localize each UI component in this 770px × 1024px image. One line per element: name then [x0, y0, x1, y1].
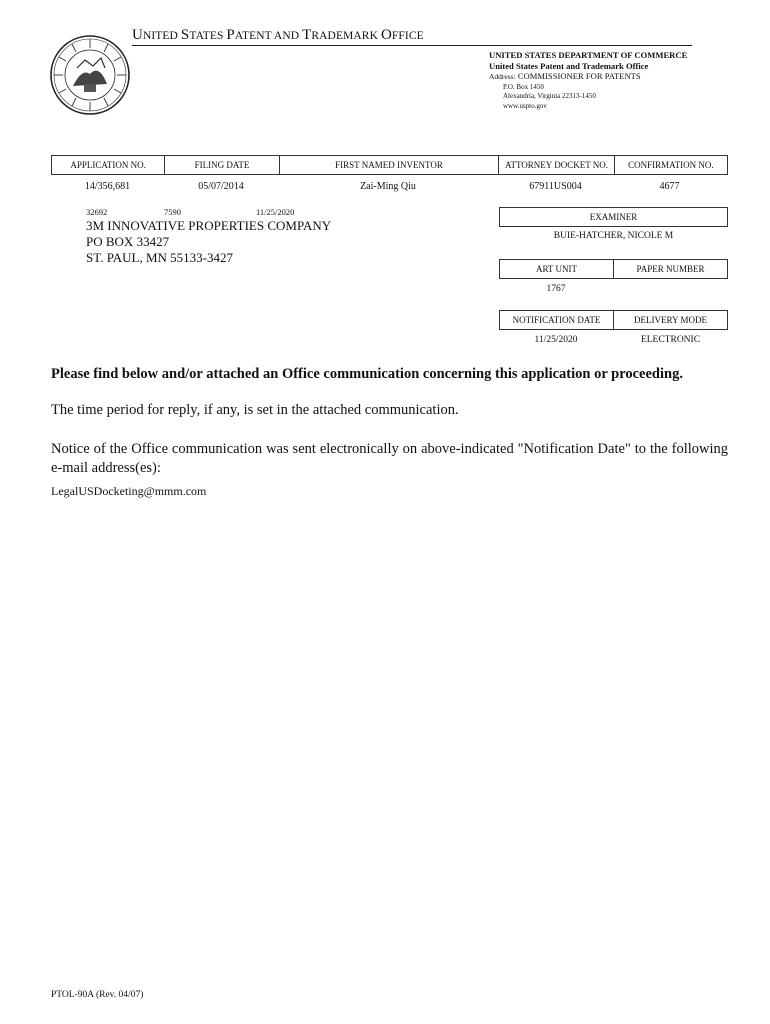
office-title-part: UNITED: [132, 27, 181, 43]
header-confirmation-no: CONFIRMATION NO.: [628, 160, 714, 170]
office-title: [132, 27, 424, 44]
po-box: P.O. Box 1450: [503, 82, 544, 91]
office-title-part: PATENT AND: [226, 27, 303, 43]
art-unit-label: ART UNIT: [535, 264, 578, 274]
confirmation-no: 4677: [659, 181, 680, 192]
correspondence-codes: [86, 207, 294, 217]
header-filing-date: FILING DATE: [165, 156, 279, 174]
department-address-block: [489, 50, 687, 111]
office-name: United States Patent and Trademark Office: [489, 60, 649, 71]
art-unit-value: 1767: [546, 284, 566, 294]
correspondence-date: 11/25/2020: [256, 207, 295, 217]
notification-date: 11/25/2020: [534, 335, 578, 345]
form-number: PTOL-90A (Rev. 04/07): [51, 990, 144, 1000]
address-line: [489, 71, 687, 83]
customer-number: 32692: [86, 207, 108, 217]
addressee-city: ST. PAUL, MN 55133-3427: [86, 250, 233, 265]
title-divider: [132, 45, 692, 46]
attorney-docket-no: 67911US004: [529, 181, 582, 192]
notification-date-label: NOTIFICATION DATE: [512, 315, 601, 325]
correspondence-address: [86, 218, 331, 266]
header-attorney-docket-no: ATTORNEY DOCKET NO.: [499, 156, 614, 174]
application-values-row: [51, 181, 728, 192]
office-title-part: TRADEMARK: [302, 27, 381, 43]
address-label: Address:: [489, 72, 516, 81]
examiner-name: BUIE-HATCHER, NICOLE M: [553, 231, 674, 241]
reply-period-text: The time period for reply, if any, is set in the attached communication.: [51, 402, 459, 418]
office-title-part: OFFICE: [380, 27, 424, 43]
notification-box: [499, 310, 728, 330]
examiner-label: EXAMINER: [589, 212, 638, 222]
correspondence-code: 7590: [164, 207, 181, 217]
header-first-named-inventor: FIRST NAMED INVENTOR: [280, 156, 500, 174]
addressee-po-box: PO BOX 33427: [86, 234, 170, 249]
communication-heading: Please find below and/or attached an Office communication concerning this application or proceeding.: [51, 366, 683, 382]
application-no: 14/356,681: [84, 181, 131, 192]
filing-date: 05/07/2014: [198, 181, 244, 192]
email-address: LegalUSDocketing@mmm.com: [51, 484, 207, 498]
header-application-no: APPLICATION NO.: [52, 156, 165, 174]
examiner-box: [499, 207, 728, 227]
addressee-name: 3M INNOVATIVE PROPERTIES COMPANY: [86, 218, 332, 233]
uspto-seal-logo: [49, 34, 131, 116]
department-name: UNITED STATES DEPARTMENT OF COMMERCE: [489, 50, 688, 60]
website-link[interactable]: www.uspto.gov: [503, 101, 547, 110]
delivery-mode-label: DELIVERY MODE: [613, 311, 727, 329]
commissioner-line: COMMISSIONER FOR PATENTS: [517, 71, 641, 81]
delivery-mode: ELECTRONIC: [640, 335, 701, 345]
art-unit-box: [499, 259, 728, 279]
city-line: Alexandria, Virginia 22313-1450: [503, 92, 596, 100]
office-title-part: STATES: [180, 27, 227, 43]
notice-text: Notice of the Office communication was sent electronically on above-indicated "Notification Date" to the following e-mail address(es):: [51, 441, 728, 476]
first-named-inventor: Zai-Ming Qiu: [360, 181, 416, 192]
application-header-table: [51, 155, 728, 175]
paper-number-label: PAPER NUMBER: [613, 260, 727, 278]
